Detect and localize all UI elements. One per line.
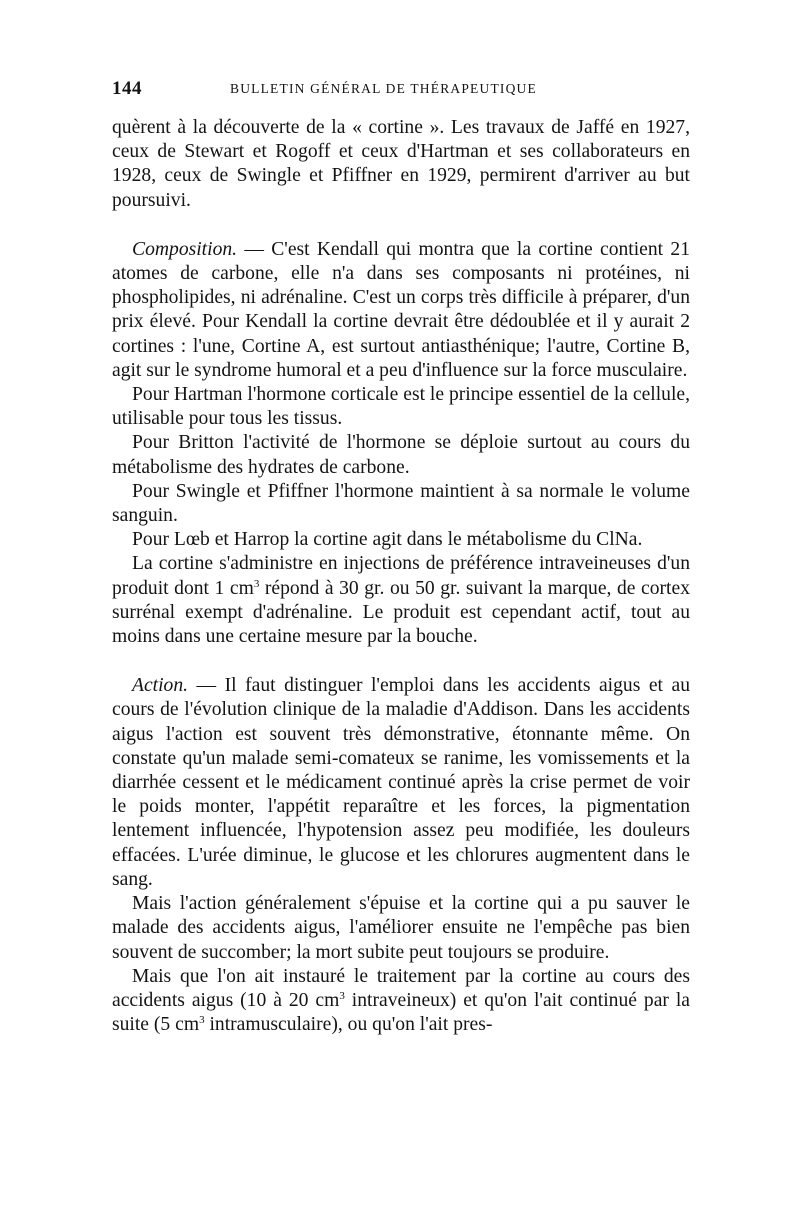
superscript-3: 3 bbox=[199, 1014, 205, 1027]
section-heading-composition: Composition. bbox=[132, 238, 238, 260]
journal-title: BULLETIN GÉNÉRAL DE THÉRAPEUTIQUE bbox=[230, 81, 537, 96]
body-text bbox=[112, 116, 690, 1037]
action-text: — Il faut distinguer l'emploi dans les accidents aigus et au cours de l'évolution clinique de la maladie d'Addison. Dans les accidents aigus l'action est souvent très démonstrative, étonnante même. On constate qu'un malade semi-comateux se ranime, les vomissements et la diarrhée cessent et le médicament continué après la crise permet de voir le poids monter, l'appétit reparaître et les forces, la pigmentation lentement influencée, l'hypotension assez peu modifiée, les douleurs effacées. L'urée diminue, le glucose et les chlorures augmentent dans le sang. bbox=[112, 675, 690, 890]
paragraph-swingle: Pour Swingle et Pfiffner l'hormone maintient à sa normale le volume sanguin. bbox=[112, 480, 690, 527]
paragraph-action bbox=[112, 674, 690, 892]
paragraph-intro: quèrent à la découverte de la « cortine ». Les travaux de Jaffé en 1927, ceux de Stewart et Rogoff et ceux d'Hartman et ses collaborateurs en 1928, ceux de Swingle et Pfiffner en 1929, permirent d'arriver au but poursuivi. bbox=[112, 117, 690, 211]
superscript-3: 3 bbox=[339, 989, 345, 1002]
mais2-text-b: intraveineux) et qu'on l'ait continué par la suite (5 cm bbox=[112, 989, 691, 1036]
section-heading-action: Action. bbox=[132, 675, 189, 697]
mais2-text-c: intramusculaire), ou qu'on l'ait pres- bbox=[204, 1014, 493, 1036]
administration-text-b: répond à 30 gr. ou 50 gr. suivant la marque, de cortex surrénal exempt d'adrénaline. Le produit est cependant actif, tout au moins dans une certaine mesure par la bouche. bbox=[112, 577, 690, 648]
page-number: 144 bbox=[112, 78, 142, 99]
superscript-3: 3 bbox=[253, 577, 260, 590]
paragraph-composition bbox=[112, 238, 690, 383]
paragraph-loeb: Pour Lœb et Harrop la cortine agit dans le métabolisme du ClNa. bbox=[132, 529, 643, 551]
paragraph-administration bbox=[112, 552, 690, 649]
administration-text-a: La cortine s'administre en injections de préférence intraveineuses d'un produit dont 1 cm bbox=[112, 553, 690, 599]
paragraph-mais-1: Mais l'action généralement s'épuise et la cortine qui a pu sauver le malade des accidents aigus, l'améliorer ensuite ne l'empêche pas bien souvent de succomber; la mort subite peut toujours se produire. bbox=[112, 893, 690, 963]
mais2-text-a: Mais que l'on ait instauré le traitement par la cortine au cours des accidents aigus (10 à 20 cm bbox=[112, 965, 690, 1011]
running-header bbox=[112, 78, 692, 102]
composition-text: — C'est Kendall qui montra que la cortine contient 21 atomes de carbone, elle n'a dans ses composants ni protéines, ni phospholipides, ni adrénaline. C'est un corps très difficile à préparer, d'un prix élevé. Pour Kendall la cortine devrait être dédoublée et il y aurait 2 cortines : l'une, Cortine A, est surtout antiasthénique; l'autre, Cortine B, agit sur le syndrome humoral et a peu d'influence sur la force musculaire. bbox=[112, 238, 690, 381]
paragraph-hartman: Pour Hartman l'hormone corticale est le principe essentiel de la cellule, utilisable pour tous les tissus. bbox=[112, 384, 690, 430]
paragraph-britton: Pour Britton l'activité de l'hormone se déploie surtout au cours du métabolisme des hydrates de carbone. bbox=[112, 432, 690, 478]
paragraph-mais-2 bbox=[112, 965, 690, 1038]
